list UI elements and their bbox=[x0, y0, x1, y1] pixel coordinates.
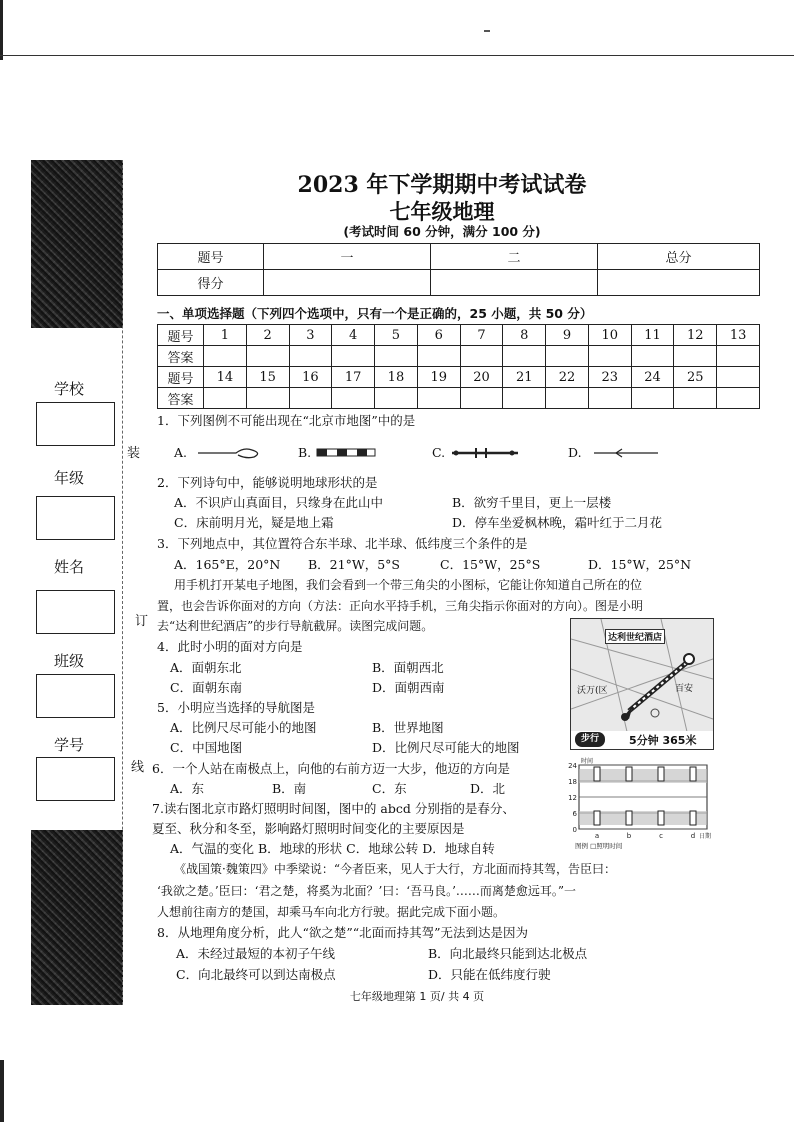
passage-1-line-2: 置，也会告诉你面对的方向（方法：正向水平持手机，三角尖指示你面对的方向）。图是小明 bbox=[157, 599, 644, 613]
page-footer: 七年级地理第 1 页/ 共 4 页 bbox=[349, 990, 485, 1003]
q1-c-boundary-symbol bbox=[450, 446, 520, 460]
answer-cell[interactable] bbox=[332, 346, 375, 367]
class-label: 班级 bbox=[54, 652, 85, 670]
score-header-part1: 一 bbox=[264, 244, 431, 270]
question-number-cell: 23 bbox=[588, 367, 631, 388]
question-number-cell: 20 bbox=[460, 367, 503, 388]
question-number-cell: 2 bbox=[246, 325, 289, 346]
q6-option-a[interactable]: A．东 bbox=[170, 781, 205, 796]
question-number-cell: 18 bbox=[375, 367, 418, 388]
q1-a-river-symbol bbox=[196, 444, 266, 462]
chart-marker-top bbox=[658, 767, 664, 781]
answer-cell[interactable] bbox=[588, 388, 631, 409]
answer-grid bbox=[157, 324, 760, 409]
question-number-cell: 9 bbox=[546, 325, 589, 346]
scan-mark bbox=[484, 30, 490, 32]
q8-option-a[interactable]: A．未经过最短的本初子午线 bbox=[176, 946, 336, 961]
q5-option-a[interactable]: A．比例尺尽可能小的地图 bbox=[170, 720, 317, 735]
q1-option-a[interactable]: A. bbox=[174, 445, 188, 460]
answer-cell[interactable] bbox=[204, 388, 247, 409]
lamp-lighting-chart bbox=[563, 757, 713, 852]
chart-y-tick: 24 bbox=[568, 762, 577, 770]
answer-cell[interactable] bbox=[460, 346, 503, 367]
question-number-cell: 24 bbox=[631, 367, 674, 388]
question-number-cell: 21 bbox=[503, 367, 546, 388]
school-label: 学校 bbox=[54, 380, 85, 398]
question-number-cell: 12 bbox=[674, 325, 717, 346]
q1-d-road-symbol bbox=[592, 446, 662, 460]
nav-place-right: 百安 bbox=[675, 684, 694, 694]
answer-cell[interactable] bbox=[417, 388, 460, 409]
nav-walk-badge[interactable]: 步行 bbox=[575, 732, 605, 747]
question-3: 3．下列地点中，其位置符合东半球、北半球、低纬度三个条件的是 bbox=[157, 536, 528, 551]
exam-info: (考试时间 60 分钟，满分 100 分) bbox=[343, 224, 541, 239]
q6-option-d[interactable]: D．北 bbox=[470, 781, 506, 796]
question-number-cell: 4 bbox=[332, 325, 375, 346]
answer-cell bbox=[717, 388, 760, 409]
q4-option-c[interactable]: C．面朝东南 bbox=[170, 680, 243, 695]
score-table bbox=[157, 243, 760, 296]
q1-option-b[interactable]: B. bbox=[298, 445, 312, 460]
q2-option-b[interactable]: B．欲穷千里目，更上一层楼 bbox=[452, 495, 612, 510]
score-header-total: 总分 bbox=[598, 244, 760, 270]
answer-cell[interactable] bbox=[503, 346, 546, 367]
question-number-cell: 3 bbox=[289, 325, 332, 346]
answer-cell[interactable] bbox=[375, 346, 418, 367]
q3-option-c[interactable]: C．15°W，25°S bbox=[440, 557, 541, 572]
answer-cell[interactable] bbox=[375, 388, 418, 409]
score-cell-part2[interactable] bbox=[431, 270, 598, 296]
answer-cell[interactable] bbox=[332, 388, 375, 409]
scan-edge-top bbox=[0, 0, 3, 60]
chart-marker-bottom bbox=[626, 811, 632, 825]
question-number-cell: 15 bbox=[246, 367, 289, 388]
nav-walk-info: 5分钟 365米 bbox=[629, 734, 697, 747]
q1-b-railway-symbol bbox=[316, 447, 378, 459]
scan-top-line bbox=[0, 55, 794, 56]
q8-option-c[interactable]: C．向北最终可以到达南极点 bbox=[176, 967, 336, 982]
score-header-number: 题号 bbox=[158, 244, 264, 270]
answer-cell[interactable] bbox=[588, 346, 631, 367]
chart-marker-bottom bbox=[658, 811, 664, 825]
binding-char-ding: 订 bbox=[135, 614, 149, 629]
chart-marker-top bbox=[690, 767, 696, 781]
question-number-cell: 22 bbox=[546, 367, 589, 388]
chart-y-tick: 0 bbox=[572, 826, 577, 834]
q5-option-b[interactable]: B．世界地图 bbox=[372, 720, 444, 735]
q2-option-c[interactable]: C．床前明月光，疑是地上霜 bbox=[174, 515, 334, 530]
answer-cell[interactable] bbox=[631, 388, 674, 409]
section1-heading: 一、单项选择题（下列四个选项中，只有一个是正确的，25 小题，共 50 分） bbox=[157, 306, 593, 321]
grid-answer-row-2-label: 答案 bbox=[158, 388, 204, 409]
answer-cell[interactable] bbox=[631, 346, 674, 367]
class-field[interactable] bbox=[36, 674, 115, 718]
q3-option-a[interactable]: A．165°E，20°N bbox=[174, 557, 281, 572]
sidebar-shaded-bottom bbox=[31, 830, 123, 1005]
student-id-field[interactable] bbox=[36, 757, 115, 801]
chart-y-tick: 12 bbox=[568, 794, 577, 802]
q6-option-b[interactable]: B．南 bbox=[272, 781, 307, 796]
chart-x-label: c bbox=[659, 832, 663, 840]
question-number-cell: 17 bbox=[332, 367, 375, 388]
question-5: 5．小明应当选择的导航图是 bbox=[157, 700, 315, 715]
chart-marker-bottom bbox=[690, 811, 696, 825]
name-field[interactable] bbox=[36, 590, 115, 634]
q8-option-b[interactable]: B．向北最终只能到达北极点 bbox=[428, 946, 588, 961]
student-id-label: 学号 bbox=[54, 736, 85, 754]
question-number-cell: 5 bbox=[375, 325, 418, 346]
question-8: 8．从地理角度分析，此人“欲之楚”“北面而持其驾”无法到达是因为 bbox=[157, 925, 529, 940]
grid-number-row-2-label: 题号 bbox=[158, 367, 204, 388]
exam-subtitle: 七年级地理 bbox=[389, 199, 495, 224]
question-number-cell: 10 bbox=[588, 325, 631, 346]
binding-char-zhuang: 装 bbox=[127, 446, 141, 461]
chart-x-label: a bbox=[594, 832, 600, 840]
answer-cell[interactable] bbox=[674, 346, 717, 367]
answer-cell[interactable] bbox=[246, 388, 289, 409]
question-number-cell: 19 bbox=[417, 367, 460, 388]
grid-number-row-1-label: 题号 bbox=[158, 325, 204, 346]
score-row-label: 得分 bbox=[158, 270, 264, 296]
question-number-cell: 16 bbox=[289, 367, 332, 388]
question-number-cell: 6 bbox=[417, 325, 460, 346]
grid-number-row-1 bbox=[158, 325, 760, 346]
grade-label: 年级 bbox=[54, 469, 85, 487]
question-number-cell: 11 bbox=[631, 325, 674, 346]
chart-y-tick: 18 bbox=[568, 778, 577, 786]
q3-option-b[interactable]: B．21°W，5°S bbox=[308, 557, 400, 572]
chart-marker-top bbox=[626, 767, 632, 781]
school-field[interactable] bbox=[36, 402, 115, 446]
nav-place-left: 沃万(区 bbox=[577, 686, 608, 696]
grid-answer-row-2 bbox=[158, 388, 760, 409]
chart-marker-bottom bbox=[594, 811, 600, 825]
question-number-cell: 7 bbox=[460, 325, 503, 346]
question-number-cell: 8 bbox=[503, 325, 546, 346]
q5-option-d[interactable]: D．比例尺尽可能大的地图 bbox=[372, 740, 520, 755]
question-number-cell: 25 bbox=[674, 367, 717, 388]
chart-x-label: d bbox=[690, 832, 696, 840]
q8-option-d[interactable]: D．只能在低纬度行驶 bbox=[428, 967, 551, 982]
grid-answer-row-1 bbox=[158, 346, 760, 367]
q4-option-a[interactable]: A．面朝东北 bbox=[170, 660, 242, 675]
question-7-line-1: 7.读右图北京市路灯照明时间图，图中的 abcd 分别指的是春分、 bbox=[152, 801, 515, 816]
passage-2-line-2: ‘我欲之楚。’臣曰：‘君之楚，将奚为北面？’曰：‘吾马良。’……而离楚愈远耳。”一 bbox=[157, 884, 577, 898]
passage-2-line-3: 人想前往南方的楚国，却乘马车向北方行驶。据此完成下面小题。 bbox=[157, 905, 506, 919]
chart-legend: 图例 □照明时间 bbox=[575, 842, 623, 850]
question-number-cell: 13 bbox=[717, 325, 760, 346]
q4-option-d[interactable]: D．面朝西南 bbox=[372, 680, 445, 695]
q3-option-d[interactable]: D．15°W，25°N bbox=[588, 557, 692, 572]
name-label: 姓名 bbox=[54, 558, 85, 576]
answer-cell[interactable] bbox=[674, 388, 717, 409]
answer-cell[interactable] bbox=[717, 346, 760, 367]
question-1: 1．下列图例不可能出现在“北京市地图”中的是 bbox=[157, 413, 416, 428]
question-7-options[interactable]: A．气温的变化 B．地球的形状 C．地球公转 D．地球自转 bbox=[170, 841, 495, 856]
q1-option-d[interactable]: D. bbox=[568, 445, 582, 460]
question-7-line-2: 夏至、秋分和冬至，影响路灯照明时间变化的主要原因是 bbox=[152, 821, 465, 836]
grid-number-row-2 bbox=[158, 367, 760, 388]
score-header-part2: 二 bbox=[431, 244, 598, 270]
answer-cell[interactable] bbox=[546, 346, 589, 367]
navigation-screenshot bbox=[570, 618, 714, 750]
question-number-cell: 14 bbox=[204, 367, 247, 388]
binding-line bbox=[122, 160, 123, 1005]
q4-option-b[interactable]: B．面朝西北 bbox=[372, 660, 444, 675]
passage-1-line-1: 用手机打开某电子地图，我们会看到一个带三角尖的小图标，它能让你知道自己所在的位 bbox=[174, 578, 643, 592]
grid-answer-row-1-label: 答案 bbox=[158, 346, 204, 367]
question-number-cell bbox=[717, 367, 760, 388]
scan-edge-bottom bbox=[0, 1060, 4, 1122]
score-cell-part1[interactable] bbox=[264, 270, 431, 296]
q2-option-d[interactable]: D．停车坐爱枫林晚，霜叶红于二月花 bbox=[452, 515, 663, 530]
exam-title: 2023 年下学期期中考试试卷 bbox=[297, 172, 587, 198]
chart-marker-top bbox=[594, 767, 600, 781]
passage-1-line-3: 去“达利世纪酒店”的步行导航截屏。读图完成问题。 bbox=[157, 619, 434, 633]
binding-char-xian: 线 bbox=[131, 760, 145, 775]
answer-cell[interactable] bbox=[246, 346, 289, 367]
q6-option-c[interactable]: C．东 bbox=[372, 781, 407, 796]
chart-x-label: b bbox=[626, 832, 632, 840]
chart-x-title: 日期 bbox=[698, 833, 711, 840]
question-4: 4．此时小明的面对方向是 bbox=[157, 639, 303, 654]
answer-cell[interactable] bbox=[460, 388, 503, 409]
answer-cell[interactable] bbox=[417, 346, 460, 367]
q2-option-a[interactable]: A．不识庐山真面目，只缘身在此山中 bbox=[174, 495, 384, 510]
chart-y-tick: 6 bbox=[572, 810, 577, 818]
passage-2-line-1: 《战国策·魏策四》中季梁说：“今者臣来，见人于大行，方北面而持其驾，告臣曰： bbox=[174, 862, 616, 876]
score-cell-total[interactable] bbox=[598, 270, 760, 296]
chart-y-title: 时间 bbox=[581, 758, 594, 765]
question-number-cell: 1 bbox=[204, 325, 247, 346]
answer-cell[interactable] bbox=[289, 388, 332, 409]
answer-cell[interactable] bbox=[546, 388, 589, 409]
nav-hotel-label: 达利世纪酒店 bbox=[605, 629, 665, 644]
q5-option-c[interactable]: C．中国地图 bbox=[170, 740, 243, 755]
answer-cell[interactable] bbox=[204, 346, 247, 367]
answer-cell[interactable] bbox=[503, 388, 546, 409]
q1-option-c[interactable]: C. bbox=[432, 445, 446, 460]
answer-cell[interactable] bbox=[289, 346, 332, 367]
question-2: 2．下列诗句中，能够说明地球形状的是 bbox=[157, 475, 378, 490]
question-6: 6．一个人站在南极点上，向他的右前方迈一大步，他迈的方向是 bbox=[152, 761, 510, 776]
grade-field[interactable] bbox=[36, 496, 115, 540]
